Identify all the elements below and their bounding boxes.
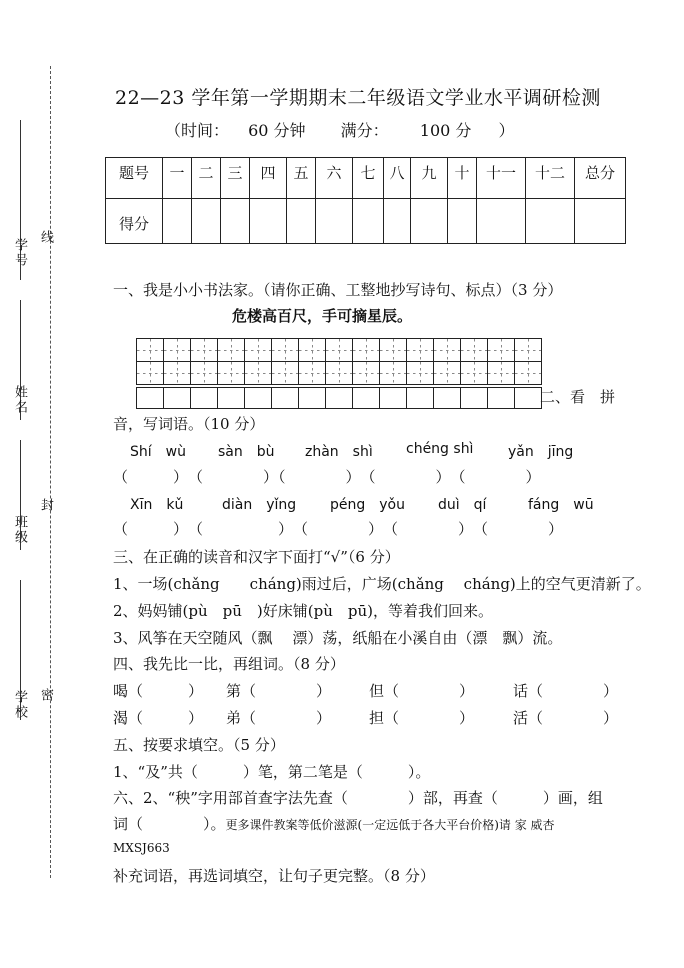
compare-item: 话（ ） <box>513 682 619 700</box>
section3-item: 3、风筝在天空随风（飘 漂）荡，纸船在小溪自由（漂 飘）流。 <box>113 629 563 647</box>
score-input-cell[interactable] <box>250 199 287 244</box>
strip-cell <box>325 387 352 409</box>
compare-item: 但（ ） <box>369 682 475 700</box>
school-label: 学校 <box>12 690 27 720</box>
grid-cell[interactable] <box>379 361 407 385</box>
score-input-cell[interactable] <box>316 199 353 244</box>
subtitle-close: ） <box>498 121 515 140</box>
grid-cell[interactable] <box>406 338 434 362</box>
exam-subtitle <box>165 118 515 141</box>
pinyin-item: zhàn shì <box>305 444 373 460</box>
strip-cell <box>406 387 433 409</box>
strip-cell <box>487 387 514 409</box>
score-table-header-cell: 七 <box>353 158 384 199</box>
grid-cell[interactable] <box>514 338 542 362</box>
grid-bottom-strip <box>136 387 542 409</box>
strip-cell <box>460 387 487 409</box>
answer-brackets[interactable]: （ ） （ ）（ ） （ ） （ ） <box>113 468 541 486</box>
section1-heading: 一、我是小小书法家。（请你正确、工整地抄写诗句、标点）（3 分） <box>113 281 563 299</box>
score-input-cell[interactable] <box>384 199 411 244</box>
section6-heading: 补充词语，再选词填空，让句子更完整。（8 分） <box>113 867 435 885</box>
grid-cell[interactable] <box>271 338 299 362</box>
score-input-cell[interactable] <box>192 199 221 244</box>
section2-heading-cont: 音，写词语。（10 分） <box>113 415 265 433</box>
section4-heading: 四、我先比一比，再组词。（8 分） <box>113 655 345 673</box>
grid-cell[interactable] <box>217 338 245 362</box>
student-no-label: 学号 <box>12 238 27 268</box>
section3-item: 2、妈妈铺(pù pū )好床铺(pù pū)，等着我们回来。 <box>113 602 494 620</box>
compare-item: 弟（ ） <box>226 709 332 727</box>
strip-cell <box>163 387 190 409</box>
score-table-header-cell: 十 <box>448 158 477 199</box>
grid-cell[interactable] <box>406 361 434 385</box>
strip-cell <box>298 387 325 409</box>
grid-cell[interactable] <box>460 361 488 385</box>
score-input-cell[interactable] <box>448 199 477 244</box>
time-value: 60 分钟 <box>248 121 306 140</box>
name-label: 姓名 <box>12 385 27 415</box>
grid-cell[interactable] <box>325 338 353 362</box>
score-input-cell[interactable] <box>411 199 448 244</box>
time-label: （时间： <box>165 121 230 140</box>
grid-cell[interactable] <box>514 361 542 385</box>
seal-char-mi: 密 <box>38 688 53 703</box>
section5-item2-cont <box>113 813 555 834</box>
full-score-value: 100 分 <box>419 121 472 140</box>
strip-cell <box>190 387 217 409</box>
strip-cell <box>379 387 406 409</box>
section1-poem: 危楼高百尺，手可摘星辰。 <box>232 307 413 325</box>
score-input-cell[interactable] <box>163 199 192 244</box>
score-table-header-cell: 十一 <box>477 158 526 199</box>
full-score-label: 满分： <box>340 121 389 140</box>
pinyin-item: chéng shì <box>406 441 474 457</box>
section2-heading: 二、看 拼 <box>540 388 616 406</box>
class-label: 班级 <box>12 515 27 545</box>
grid-cell[interactable] <box>271 361 299 385</box>
section5-item2: 六、2、“秧”字用部首查字法先查（ ）部，再查（ ）画，组 <box>113 789 603 807</box>
exam-title: 22—23 学年第一学期期末二年级语文学业水平调研检测 <box>115 87 601 109</box>
grid-cell[interactable] <box>325 361 353 385</box>
ad-code: MXSJ663 <box>113 841 170 855</box>
strip-cell <box>352 387 379 409</box>
strip-cell <box>514 387 542 409</box>
compare-item: 第（ ） <box>226 682 332 700</box>
pinyin-item: duì qí <box>438 497 487 513</box>
strip-cell <box>217 387 244 409</box>
strip-cell <box>136 387 163 409</box>
grid-cell[interactable] <box>163 338 191 362</box>
grid-cell[interactable] <box>163 361 191 385</box>
score-table-header-cell: 二 <box>192 158 221 199</box>
grid-cell[interactable] <box>460 338 488 362</box>
strip-cell <box>244 387 271 409</box>
ad-text: 更多课件教案等低价滋源(一定远低于各大平台价格)请 家 威杏 <box>225 818 555 832</box>
score-table-header-cell: 总分 <box>575 158 626 199</box>
grid-cell[interactable] <box>379 338 407 362</box>
score-table-header-cell: 题号 <box>106 158 163 199</box>
score-table-header-cell: 五 <box>287 158 316 199</box>
grid-cell[interactable] <box>190 338 218 362</box>
grid-cell[interactable] <box>433 338 461 362</box>
strip-cell <box>271 387 298 409</box>
grid-row <box>136 362 542 385</box>
grid-cell[interactable] <box>487 361 515 385</box>
item2-word-blank: 词（ ）。 <box>113 815 226 833</box>
seal-char-feng: 封 <box>38 498 53 513</box>
score-table-header-cell: 一 <box>163 158 192 199</box>
score-table-header-cell: 九 <box>411 158 448 199</box>
grid-cell[interactable] <box>136 361 164 385</box>
compare-item: 担（ ） <box>369 709 475 727</box>
seal-char-xian: 线 <box>38 230 53 245</box>
score-table-header-cell: 三 <box>221 158 250 199</box>
grid-cell[interactable] <box>433 361 461 385</box>
grid-cell[interactable] <box>352 361 380 385</box>
binding-margin-dashed-line <box>50 66 51 878</box>
pinyin-item: sàn bù <box>218 444 275 460</box>
grid-cell[interactable] <box>298 338 326 362</box>
pinyin-item: fáng wū <box>528 497 594 513</box>
strip-cell <box>433 387 460 409</box>
grid-cell[interactable] <box>298 361 326 385</box>
score-table-score-row <box>106 199 626 244</box>
score-input-cell[interactable] <box>353 199 384 244</box>
section5-heading: 五、按要求填空。（5 分） <box>113 736 285 754</box>
score-table-header-cell: 六 <box>316 158 353 199</box>
pinyin-item: yǎn jīng <box>508 444 574 460</box>
handwriting-grid[interactable] <box>136 338 542 409</box>
grid-cell[interactable] <box>136 338 164 362</box>
pinyin-item: Shí wù <box>130 444 186 460</box>
score-row-label: 得分 <box>106 199 163 244</box>
score-input-cell[interactable] <box>526 199 575 244</box>
pinyin-item: Xīn kǔ <box>130 497 184 513</box>
compare-item: 活（ ） <box>513 709 619 727</box>
pinyin-item: péng yǒu <box>330 497 405 513</box>
answer-brackets[interactable]: （ ） （ ） （ ） （ ） （ ） <box>113 520 564 538</box>
score-table-header-cell: 八 <box>384 158 411 199</box>
grid-cell[interactable] <box>352 338 380 362</box>
compare-item: 喝（ ） <box>113 682 204 700</box>
pinyin-item: diàn yǐng <box>222 497 297 513</box>
section3-heading: 三、在正确的读音和汉字下面打“√”（6 分） <box>113 548 400 566</box>
grid-cell[interactable] <box>244 338 272 362</box>
score-input-cell[interactable] <box>287 199 316 244</box>
grid-cell[interactable] <box>487 338 515 362</box>
score-table-header-cell: 十二 <box>526 158 575 199</box>
score-input-cell[interactable] <box>575 199 626 244</box>
grid-cell[interactable] <box>217 361 245 385</box>
score-input-cell[interactable] <box>221 199 250 244</box>
score-table-header-cell: 四 <box>250 158 287 199</box>
grid-cell[interactable] <box>244 361 272 385</box>
section3-item: 1、一场(chǎng cháng)雨过后，广场(chǎng cháng)上的空气更清新了。 <box>113 575 651 593</box>
score-table <box>105 157 626 244</box>
grid-row <box>136 338 542 362</box>
score-table-header-row <box>106 158 626 199</box>
compare-item: 渴（ ） <box>113 709 204 727</box>
score-input-cell[interactable] <box>477 199 526 244</box>
section5-item1: 1、“及”共（ ）笔，第二笔是（ ）。 <box>113 763 431 781</box>
grid-cell[interactable] <box>190 361 218 385</box>
